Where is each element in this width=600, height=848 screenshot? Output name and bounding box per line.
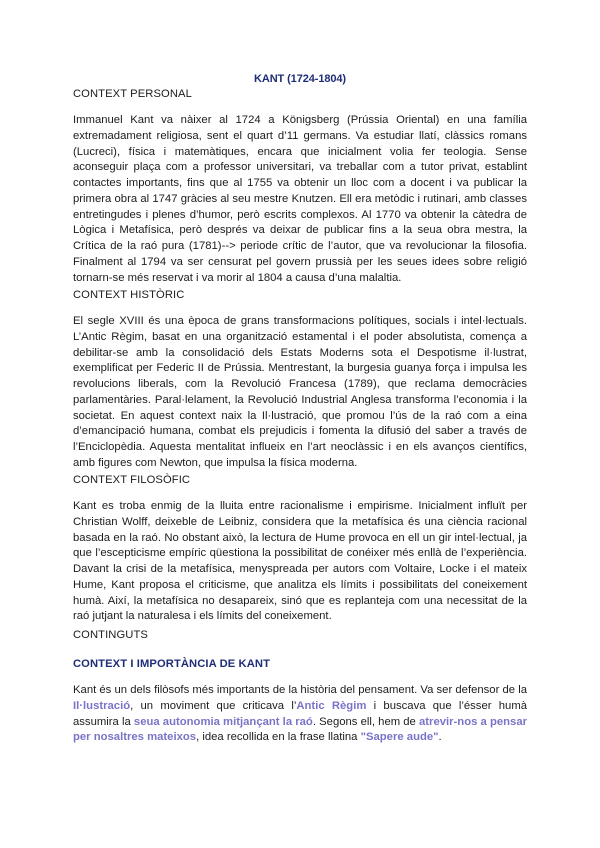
importance-text-4: . Segons ell, hem de (312, 715, 419, 728)
paragraph-importance (73, 683, 527, 746)
heading-context-importance: CONTEXT I IMPORTÀNCIA DE KANT (73, 658, 271, 670)
importance-text-6: . (438, 731, 442, 744)
importance-text-5: , idea recollida en la frase llatina (196, 731, 361, 744)
highlight-autonomia: seua autonomia mitjançant la raó (133, 715, 313, 728)
importance-text-3: i buscava que l’ésser humà assumira la (73, 699, 528, 728)
importance-text-2: , un moviment que criticava l’ (130, 699, 297, 712)
importance-text-1: Kant és un dels filòsofs més importants de la història del pensament. Va ser defensor de la (73, 684, 527, 696)
highlight-illustracio: Il·lustració (73, 699, 131, 712)
paragraph-context-personal: Immanuel Kant va nàixer al 1724 a Königsberg (Prússia Oriental) en una família extremadament religiosa, sent el quart d’11 germans. Va estudiar llatí, clàssics romans (Lucreci), física i matemàtiques, encara que inicialment volia fer teologia. Sense aconseguir plaça com a professor universitari, va treballar com a tutor privat, establint contactes importants, fins que al 1755 va obtenir un lloc com a docent i va publicar la primera obra al 1747 gràcies al seu mestre Knutzen. Ell era metòdic i rutinari, amb classes entretingudes i plenes d’humor, però escrits complexos. Al 1770 va obtenir la càtedra de Lògica i Metafísica, però després va deixar de publicar fins a la seua obra mestra, la Crítica de la raó pura (1781)--> periode crític de l’autor, que va revolucionar la filosofia. Finalment al 1794 va ser censurat pel govern prussià per les seues idees sobre religió tornarn-se més reservat i va morir al 1804 a causa d’una malaltia. (73, 114, 527, 284)
heading-context-philosophic: CONTEXT FILOSÒFIC (73, 474, 191, 486)
heading-context-historic: CONTEXT HISTÒRIC (73, 289, 185, 301)
heading-context-personal: CONTEXT PERSONAL (73, 88, 192, 100)
highlight-atrevir-nos: atrevir-nos a pensar per nosaltres mateixos (73, 715, 527, 744)
paragraph-context-philosophic: Kant es troba enmig de la lluita entre racionalisme i empirisme. Inicialment influït per Christian Wolff, deixeble de Leibniz, considera que la metafísica és una ciència racional basada en la raó. No obstant això, la lectura de Hume provoca en ell un gir intel·lectual, ja que l’escepticisme empíric qüestiona la possibilitat de conéixer més enllà de l’experiència. Davant la crisi de la metafísica, menyspreada per autors com Voltaire, Locke i el mateix Hume, Kant proposa el criticisme, que analitza els límits i possibilitats del coneixement humà. Així, la metafísica no desapareix, sinó que es replanteja com una necessitat de la raó jutjant la naturalesa i els límits del coneixement. (73, 500, 527, 623)
highlight-antic-regim: Antic Règim (296, 699, 367, 712)
highlight-sapere-aude: "Sapere aude" (360, 731, 439, 744)
heading-continguts: CONTINGUTS (73, 629, 148, 641)
document-page (73, 0, 527, 848)
document-title: KANT (1724-1804) (254, 73, 346, 85)
paragraph-context-historic: El segle XVIII és una època de grans transformacions polítiques, socials i intel·lectuals. L’Antic Règim, basat en una organització estamental i el poder absolutista, comença a debilitar-se amb la consolidació dels Estats Moderns sota el Despotisme il·lustrat, exemplificat per Federic II de Prússia. Mentrestant, la burgesia guanya força i impulsa les revolucions liberals, com la Revolució Francesa (1789), que reclama democràcies parlamentàries. Paral·lelament, la Revolució Industrial Anglesa transforma l’economia i la societat. En aquest context naix la Il·lustració, que promou l’ús de la raó com a eina d’emancipació humana, combat els prejudicis i fomenta la difusió del saber a través de l’Enciclopèdia. Aquesta mentalitat influeix en l’art neoclàssic i en els avanços científics, amb figures com Newton, que impulsa la física moderna. (73, 315, 527, 469)
